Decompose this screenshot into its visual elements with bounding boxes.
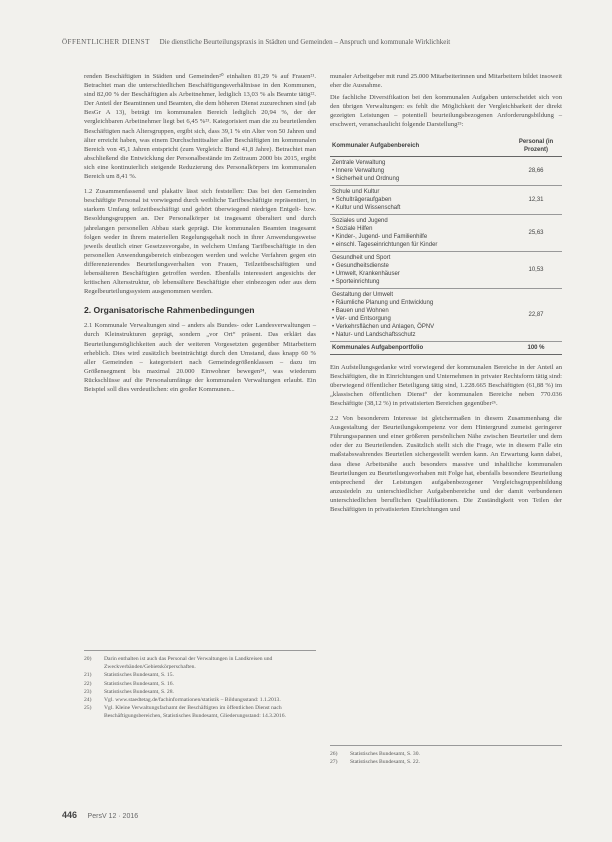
row-items: • Soziale Hilfen • Kinder-, Jugend- und Familienhilfe • einschl. Tageseinrichtungen für Kinder [332,225,508,249]
row-percent: 12,31 [510,185,562,214]
table-row [330,185,562,214]
row-percent: 22,87 [510,288,562,341]
left-paragraph-1: renden Beschäftigten in Städten und Gemeinden²⁰ einhalten 81,29 % auf Frauen²¹. Betrachtet man die unterschiedlichen Beschäftigungsverhältnisse in den Kommunen, sind 82,00 % der Beschäftigten als Arbeitnehmer, lediglich 13,03 % als Beamte tätig²². Der Anteil der Beamtinnen und Beamten, die dem höheren Dienst zuzurechnen sind (ab BesGr A 13), beträgt im kommunalen Bereich lediglich 20,94 %, der der vergleichbaren Arbeitnehmer liegt bei 6,45 %²³. Kategorisiert man die zu beurteilenden Beschäftigten nach Altersgruppen, ergibt sich, dass 39,1 % ein Alter von 50 Jahren und älter erreicht haben, was einem Durchschnittsalter aller Beschäftigten im kommunalen Bereich von 45,1 Jahren entspricht (zum Vergleich: Bund 41,8 Jahre). Betrachtet man abschließend die Entwicklung der Personalbestände im Zeitraum 2000 bis 2015, ergibt sich eine kontinuierlich steigende Reduzierung des Personalkörpers im kommunalen Bereich um 8,41 %. [84,73,316,181]
table-row [330,214,562,251]
footnotes-right [330,745,562,766]
total-percent: 100 % [510,341,562,354]
table-row [330,288,562,341]
footnote: 21) Statistisches Bundesamt, S. 15. [84,672,174,679]
footnote: 26) Statistisches Bundesamt, S. 30. [330,751,420,757]
row-category: Soziales und Jugend [332,217,388,224]
footnote: 24) Vgl. www.staedtetag.de/fachinformationen/statistik – Bildungsstand: 1.1.2013. [84,697,281,704]
footnote: 22) Statistisches Bundesamt, S. 16. [84,680,174,687]
table-header-percent: Personal (in Prozent) [510,136,562,157]
row-items: • Schulträgeraufgaben • Kultur und Wissenschaft [332,196,508,212]
table-row [330,251,562,288]
section-heading: 2. Organisatorische Rahmenbedingungen [84,305,255,316]
right-paragraph-23: 2.2 Von besonderem Interesse ist gleichermaßen in diesem Zusammenhang die Ausgestaltung der Beurteilungskompetenz vor dem Hintergrund zumeist geringerer Führungsspannen und einer größeren persönlichen Nähe zwischen Beurteiler und dem oder der zu Beurteilenden. Zusätzlich stellt sich die Frage, wie in diesem Falle ein maßstabswahrendes Beurteilen sichergestellt werden kann. An Erwartung kann dabei, dass diese Arbeitsnähe auch besonders massive und inhaltliche kommunalen Beurteilungen zu Beurteilungsvorhaben mit Folge hat, ebenfalls besondere Beurteilung entsprechend der Leistungen aufgabenbezogener Vergleichsgruppenbildung anzusiedeln zu unterschiedlicher Aufgabenbereiche und der damit verbundenen unterschiedlichen beruflichen Qualifikationen. Die Zuständigkeit von Teilen der Beschäftigten in privatisierten Einrichtungen und [330,415,562,513]
right-intro: munaler Arbeitgeber mit rund 25.000 Mitarbeiterinnen und Mitarbeitern bildet insoweit eher die Ausnahme. [330,73,562,90]
section-paragraph: 2.1 Kommunale Verwaltungen sind – anders als Bundes- oder Landesverwaltungen – durch Kleinstrukturen geprägt, sondern „vor Ort“ präsent. Das erklärt das Beurteilungsmöglichkeiten auch der weiteren Vorgesetzten gegenüber Mitarbeitern erheblich. Dies wird zusätzlich beeinträchtigt durch den Umstand, dass knapp 60 % aller Gemeinden – kategorisiert nach Gemeindegrößenklassen – dazu im Größensegment bis maximal 20.000 Einwohner bewegen²⁴, was wiederum Rückschlüsse auf die Personalumfänge der kommunalen Verwaltungen erlaubt. Ein Beispiel soll dies verdeutlichen: ein großer Kommunen... [84,322,316,393]
footnotes-left [84,650,316,721]
row-category: Zentrale Verwaltung [332,159,386,166]
task-table [330,136,562,355]
row-category: Schule und Kultur [332,188,380,195]
row-items: • Räumliche Planung und Entwicklung • Bauen und Wohnen • Ver- und Entsorgung • Verkehrsflächen und Anlagen, ÖPNV • Natur- und Landschaftsschutz [332,299,508,339]
footnote: 20) Darin enthalten ist auch das Personal der Verwaltungen in Landkreisen und Zweckverbänden/Gebietskörperschaften. [84,656,273,671]
left-paragraph-2: 1.2 Zusammenfassend und plakativ lässt sich feststellen: Das bei den Gemeinden beschäftigte Personal ist vorwiegend durch weibliche Tarifbeschäftigte repräsentiert, in starkem Umfang teilzeitbeschäftigt und gehört überwiegend niedrigen Entgelt- bzw. Besoldungsgruppen an. Der Personalkörper ist insgesamt überaltert und durch jahrelangen personellen Abbau stark geprägt. Die kommunalen Beamten insgesamt folgen weder in ihrem materiellen Regelungsgehalt noch in ihrer Anwendungsweise jeweils deutlich einer Gesetzesvorgabe, in welchem Umfang Tarifbeschäftigte in den personellen Anwendungsbereich einbezogen werden und welche Verfahren gegen ein differenzierendes Beurteilungsverhalten von Frauen, Teilzeitbeschäftigten und lebensälteren Beschäftigten getroffen werden. Ebenfalls interessiert angesichts der kritischen Altersstruktur, ob lebensältere Beschäftigte eher einbezogen oder aus dem Regelbeurteilungssystem ausgenommen werden. [84,188,316,296]
row-percent: 28,66 [510,156,562,185]
footnote: 27) Statistisches Bundesamt, S. 22. [330,759,420,766]
right-paragraph-22: Die fachliche Diversifikation bei den kommunalen Aufgaben unterscheidet sich von den übrigen Verwaltungen: es fehlt die Möglichkeit der Vergleichbarkeit der direkt gezeigten Leistungen – potentiell beurteilungsbezogenen Anforderungsbildung – erschwert, veranschaulicht folgende Darstellung²⁵: [330,94,562,129]
row-percent: 25,63 [510,214,562,251]
issue-label: PersV 12 · 2016 [87,813,139,820]
left-column [84,72,316,394]
total-label: Kommunales Aufgabenportfolio [330,341,510,354]
row-category: Gesundheit und Sport [332,254,391,261]
footnote: 25) Vgl. Kleine Verwaltungsfachamt der Beschäftigten im öffentlichen Dienst nach Beschäftigungsbereichen, Statistisches Bundesamt, Gliederungsstand: 14.3.2016. [84,705,286,720]
table-header-area: Kommunaler Aufgabenbereich [330,136,510,157]
footnote: 23) Statistisches Bundesamt, S. 28. [84,688,174,695]
page-number: 446 [62,810,78,820]
table-row [330,156,562,185]
row-items: • Gesundheitsdienste • Umwelt, Krankenhäuser • Sporteinrichtung [332,262,508,286]
right-column [330,72,562,514]
table-header-row [330,136,562,157]
row-category: Gestaltung der Umwelt [332,291,394,298]
running-head-title: Die dienstliche Beurteilungspraxis in Städten und Gemeinden – Anspruch und kommunale Wirklichkeit [159,38,451,46]
page-footer [62,810,138,820]
table-total-row [330,341,562,354]
right-after-table: Ein Aufstellungsgedanke wird vorwiegend der kommunalen Bereiche in der Anteil an Beschäftigten, die in Einrichtungen und Unternehmen in privater Rechtsform tätig sind: überwiegend öffentlicher Beteiligung tätig sind, 1.228.665 Beschäftigten (61,88 %) im „klassischen öffentlichen Dienst“ der kommunalen Bereiche neben 770.036 Beschäftigte (38,12 %) in privatisierten Bereichen gegenüber²⁶. [330,363,562,407]
row-percent: 10,53 [510,251,562,288]
running-head [62,38,562,46]
row-items: • Innere Verwaltung • Sicherheit und Ordnung [332,167,508,183]
running-head-keyword: ÖFFENTLICHER DIENST [62,38,150,46]
